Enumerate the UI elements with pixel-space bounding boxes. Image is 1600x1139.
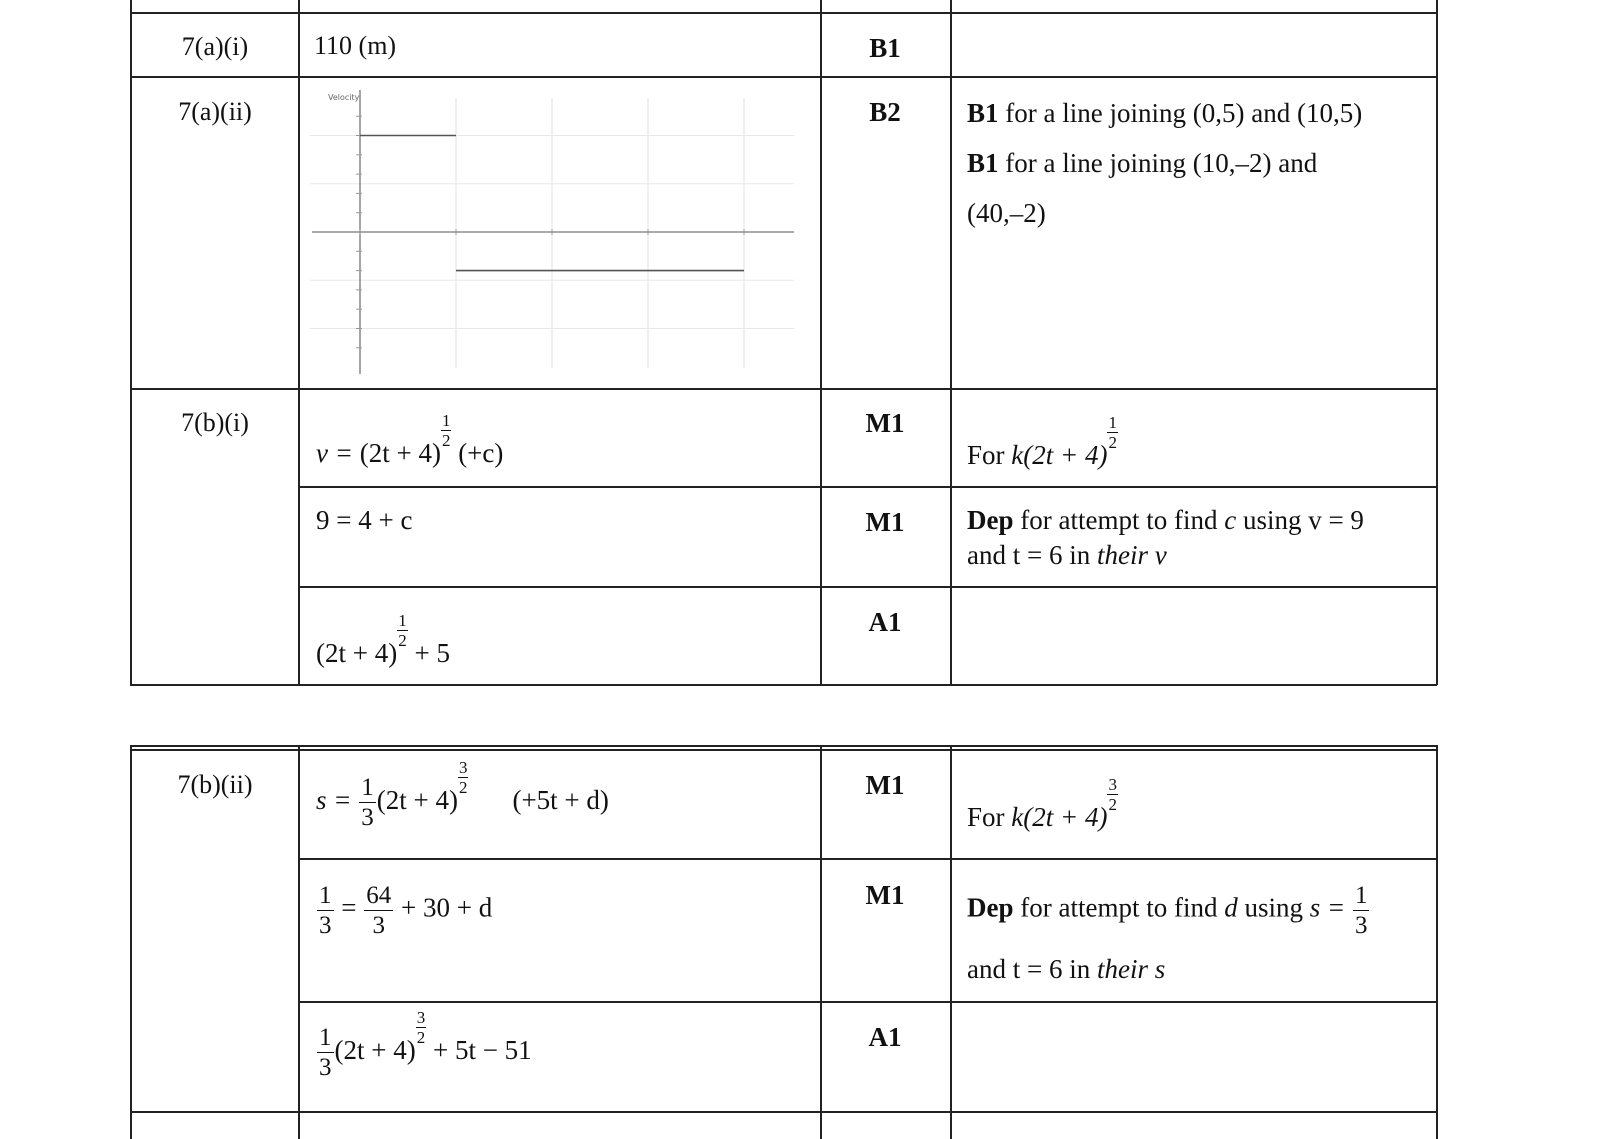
table2-col-border (950, 745, 952, 1139)
question-number: 7(a)(i) (181, 32, 249, 61)
graph-axes (312, 90, 794, 374)
table2-row-divider (298, 858, 1437, 860)
table2-bottom-border (130, 1111, 1437, 1113)
question-number: 7(b)(i) (181, 408, 249, 437)
table2-row-divider (298, 1001, 1437, 1003)
mark-code: M1 (865, 408, 905, 438)
notes-line-1: Dep for attempt to find c using v = 9 (967, 505, 1364, 535)
mark-code: M1 (865, 770, 905, 800)
answer-expression: (2t + 4) $\frac{1}{2}$ + 5 (316, 611, 450, 668)
notes-text: For k(2t + 4) $\frac{3}{2}$ (967, 775, 1117, 832)
mark-code: A1 (868, 607, 902, 637)
table2-col-border (1436, 745, 1438, 1139)
answer-expression: v = (2t + 4) $\frac{1}{2}$ (+c) (316, 411, 504, 468)
answer-expression: $\frac{1}{3}$ (2t + 4) $\frac{3}{2}$ + 5t − 51 (319, 1008, 532, 1082)
question-number: 7(a)(ii) (178, 97, 252, 126)
table1-row-divider (298, 586, 1437, 588)
table2-top-border (130, 749, 1437, 751)
table1-row-divider (298, 486, 1437, 488)
velocity-time-graph (310, 86, 800, 378)
table2-col-border (820, 745, 822, 1139)
table2-col-border (298, 745, 300, 1139)
graph-y-label: Velocity (328, 93, 360, 102)
table1-col-border (950, 0, 952, 685)
notes-line-2: B1 for a line joining (10,–2) and (967, 148, 1318, 178)
notes-text: For k(2t + 4) $\frac{1}{2}$ (967, 413, 1117, 470)
answer-text: 110 (m) (314, 31, 397, 60)
notes-line-1: B1 for a line joining (0,5) and (10,5) (967, 98, 1363, 128)
notes-line-2: and t = 6 in their s (967, 954, 1166, 984)
table1-row-divider (130, 388, 1437, 390)
answer-expression: $\frac{1}{3}$ = $\frac{64}{3}$ + 30 + d (319, 882, 493, 939)
answer-expression: s = $\frac{1}{3}$ (2t + 4) $\frac{3}{2}$ (+5t + d) (316, 758, 609, 832)
mark-code: B2 (869, 97, 901, 127)
notes-line-1: Dep for attempt to find d using s = $\frac{1}{3}$ (967, 882, 1368, 939)
notes-line-2: and t = 6 in their v (967, 540, 1167, 570)
notes-line-3: (40,–2) (967, 198, 1046, 228)
table2-top-border (130, 745, 1437, 747)
table2-col-border (130, 745, 132, 1139)
table1-row-divider (130, 76, 1437, 78)
question-number: 7(b)(ii) (177, 770, 253, 799)
table1-bottom-border (130, 684, 1437, 686)
answer-text: 9 = 4 + c (316, 505, 413, 535)
table1-top-border (130, 12, 1437, 14)
mark-code: M1 (865, 507, 905, 537)
table1-col-border (1436, 0, 1438, 685)
mark-code: M1 (865, 880, 905, 910)
mark-code: A1 (868, 1022, 902, 1052)
mark-code: B1 (869, 33, 901, 63)
